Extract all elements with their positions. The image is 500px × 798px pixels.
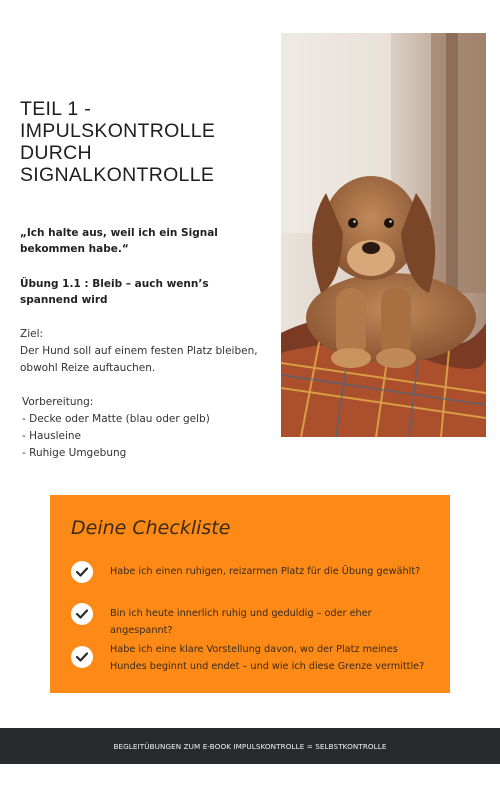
checklist-title: Deine Checkliste: [71, 517, 231, 539]
checklist-panel: [50, 495, 450, 693]
goal-section: [20, 326, 260, 377]
preparation-label: Vorbereitung:: [22, 396, 94, 408]
checklist-item-text: Habe ich einen ruhigen, reizarmen Platz für die Übung gewählt?: [110, 566, 421, 577]
checklist-item: [71, 561, 441, 583]
checkmark-icon: [71, 646, 93, 668]
checkmark-icon: [71, 603, 93, 625]
goal-text: Der Hund soll auf einem festen Platz bleiben, obwohl Reize auftauchen.: [20, 345, 258, 374]
checklist-item-text: Habe ich eine klare Vorstellung davon, wo der Platz meines Hundes beginnt und endet – und wie ich diese Grenze vermittle?: [110, 644, 425, 672]
goal-label: Ziel:: [20, 328, 44, 340]
preparation-section: [22, 394, 262, 462]
checklist-item: [71, 603, 441, 639]
quote: „Ich halte aus, weil ich ein Signal bekommen habe.“: [20, 227, 218, 255]
preparation-item: - Ruhige Umgebung: [22, 447, 127, 459]
footer-bar: [0, 728, 500, 764]
checkmark-icon: [71, 561, 93, 583]
exercise-heading: Übung 1.1 : Bleib – auch wenn’s spannend wird: [20, 278, 209, 306]
checklist-item-text: Bin ich heute innerlich ruhig und geduldig – oder eher angespannt?: [110, 608, 372, 636]
dog-illustration: [281, 33, 486, 437]
page-title: TEIL 1 - IMPULSKONTROLLE DURCH SIGNALKONTROLLE: [20, 98, 216, 186]
dog-photo: [281, 33, 486, 437]
footer-text: BEGLEITÜBUNGEN ZUM E-BOOK IMPULSKONTROLLE = SELBSTKONTROLLE: [113, 741, 387, 751]
preparation-item: - Decke oder Matte (blau oder gelb): [22, 413, 210, 425]
preparation-item: - Hausleine: [22, 430, 81, 442]
checklist-item: [71, 645, 441, 675]
